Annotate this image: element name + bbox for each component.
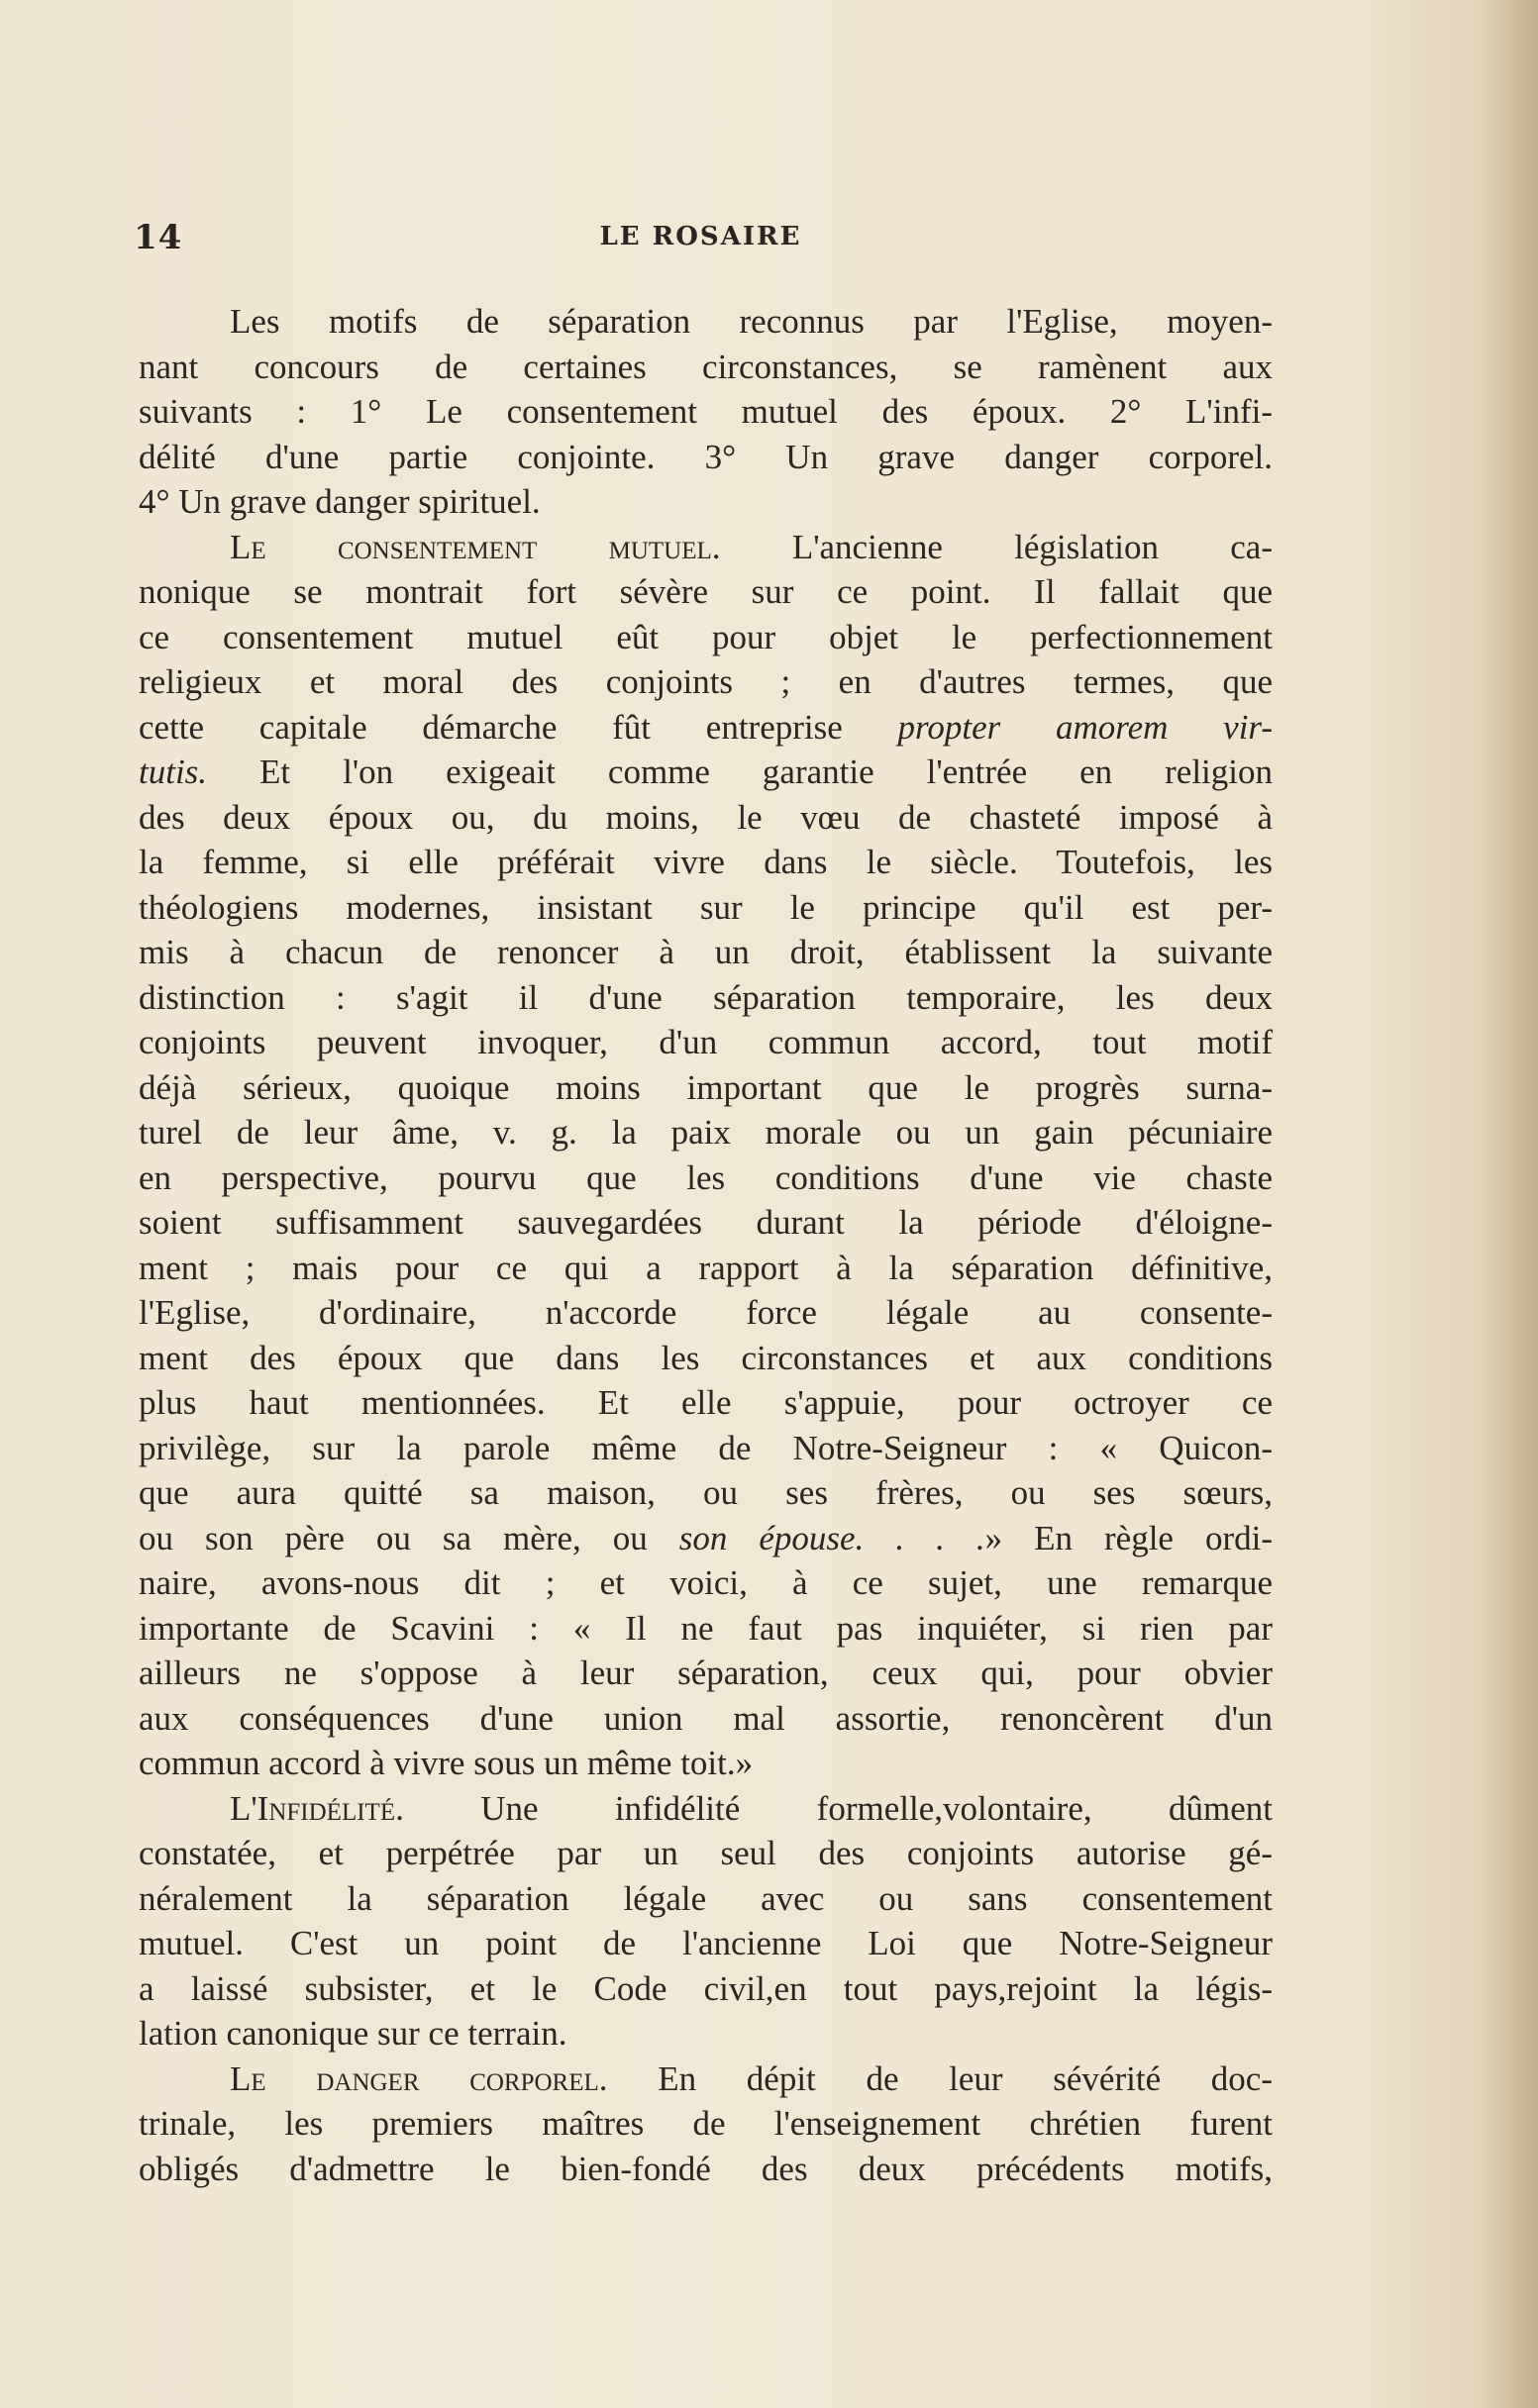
page-header bbox=[134, 218, 1268, 257]
text-line: constatée, et perpétrée par un seul des conjoints autorise gé- bbox=[139, 1834, 1273, 1872]
text-line: cette capitale démarche fût entreprise propter amorem vir- bbox=[139, 707, 1273, 747]
text-line: lation canonique sur ce terrain. bbox=[139, 2014, 567, 2053]
text-line: que aura quitté sa maison, ou ses frères, ou ses sœurs, bbox=[139, 1473, 1273, 1512]
text-line: 4° Un grave danger spirituel. bbox=[139, 482, 541, 521]
text-line: la femme, si elle préférait vivre dans le siècle. Toutefois, les bbox=[139, 843, 1273, 881]
text-line: commun accord à vivre sous un même toit.» bbox=[139, 1744, 754, 1782]
text-line: turel de leur âme, v. g. la paix morale ou un gain pécuniaire bbox=[139, 1113, 1273, 1152]
body-text bbox=[139, 299, 1273, 2191]
text-line: ment ; mais pour ce qui a rapport à la séparation définitive, bbox=[139, 1248, 1273, 1287]
text-line: néralement la séparation légale avec ou sans consentement bbox=[139, 1878, 1273, 1918]
section-heading: L'Infidélité. bbox=[230, 1788, 404, 1828]
text-line: importante de Scavini : « Il ne faut pas inquiéter, si rien par bbox=[139, 1608, 1273, 1648]
text-line: religieux et moral des conjoints ; en d'autres termes, que bbox=[139, 662, 1273, 701]
text-line: ailleurs ne s'oppose à leur séparation, ceux qui, pour obvier bbox=[139, 1654, 1273, 1692]
page-edge-shadow bbox=[1479, 0, 1538, 2408]
text-line: l'Eglise, d'ordinaire, n'accorde force légale au consente- bbox=[139, 1293, 1273, 1332]
text-line: des deux époux ou, du moins, le vœu de chasteté imposé à bbox=[139, 797, 1273, 837]
text-line: Les motifs de séparation reconnus par l'Eglise, moyen- bbox=[230, 302, 1273, 341]
text-line: conjoints peuvent invoquer, d'un commun accord, tout motif bbox=[139, 1023, 1273, 1061]
text-line: suivants : 1° Le consentement mutuel des époux. 2° L'infi- bbox=[139, 392, 1273, 431]
text-line: naire, avons-nous dit ; et voici, à ce sujet, une remarque bbox=[139, 1563, 1273, 1602]
text-line: obligés d'admettre le bien-fondé des deux précédents motifs, bbox=[139, 2149, 1273, 2188]
text-line: aux conséquences d'une union mal assortie, renoncèrent d'un bbox=[139, 1698, 1273, 1738]
text-line: soient suffisamment sauvegardées durant la période d'éloigne- bbox=[139, 1203, 1273, 1242]
text-line: Le danger corporel. En dépit de leur sévérité doc- bbox=[230, 2058, 1273, 2098]
section-heading: Le consentement mutuel. bbox=[230, 527, 721, 566]
page-number: 14 bbox=[134, 218, 183, 257]
text-line: nonique se montrait fort sévère sur ce point. Il fallait que bbox=[139, 572, 1273, 611]
text-line: plus haut mentionnées. Et elle s'appuie, pour octroyer ce bbox=[139, 1383, 1273, 1422]
text-line: mis à chacun de renoncer à un droit, établissent la suivante bbox=[139, 933, 1273, 971]
section-heading: Le danger corporel. bbox=[230, 2058, 608, 2098]
text-line: mutuel. C'est un point de l'ancienne Loi que Notre-Seigneur bbox=[139, 1924, 1273, 1962]
text-line: théologiens modernes, insistant sur le principe qu'il est per- bbox=[139, 887, 1273, 927]
text-line: a laissé subsister, et le Code civil,en tout pays,rejoint la légis- bbox=[139, 1968, 1273, 2008]
text-line: trinale, les premiers maîtres de l'enseignement chrétien furent bbox=[139, 2104, 1273, 2143]
text-line: tutis. Et l'on exigeait comme garantie l'entrée en religion bbox=[139, 752, 1273, 791]
text-line: ment des époux que dans les circonstances et aux conditions bbox=[139, 1338, 1273, 1377]
running-head: LE ROSAIRE bbox=[599, 222, 802, 251]
text-line: distinction : s'agit il d'une séparation temporaire, les deux bbox=[139, 977, 1273, 1017]
text-line: L'Infidélité. Une infidélité formelle,volontaire, dûment bbox=[230, 1788, 1273, 1828]
text-line: ou son père ou sa mère, ou son épouse. . . .» En règle ordi- bbox=[139, 1518, 1273, 1557]
text-line: en perspective, pourvu que les conditions d'une vie chaste bbox=[139, 1157, 1273, 1197]
text-line: ce consentement mutuel eût pour objet le perfectionnement bbox=[139, 617, 1273, 656]
text-line: nant concours de certaines circonstances, se ramènent aux bbox=[139, 347, 1273, 386]
text-line: Le consentement mutuel. L'ancienne législation ca- bbox=[230, 527, 1273, 566]
text-line: déjà sérieux, quoique moins important que le progrès surna- bbox=[139, 1067, 1273, 1107]
text-line: privilège, sur la parole même de Notre-Seigneur : « Quicon- bbox=[139, 1428, 1273, 1467]
text-line: délité d'une partie conjointe. 3° Un grave danger corporel. bbox=[139, 437, 1273, 476]
